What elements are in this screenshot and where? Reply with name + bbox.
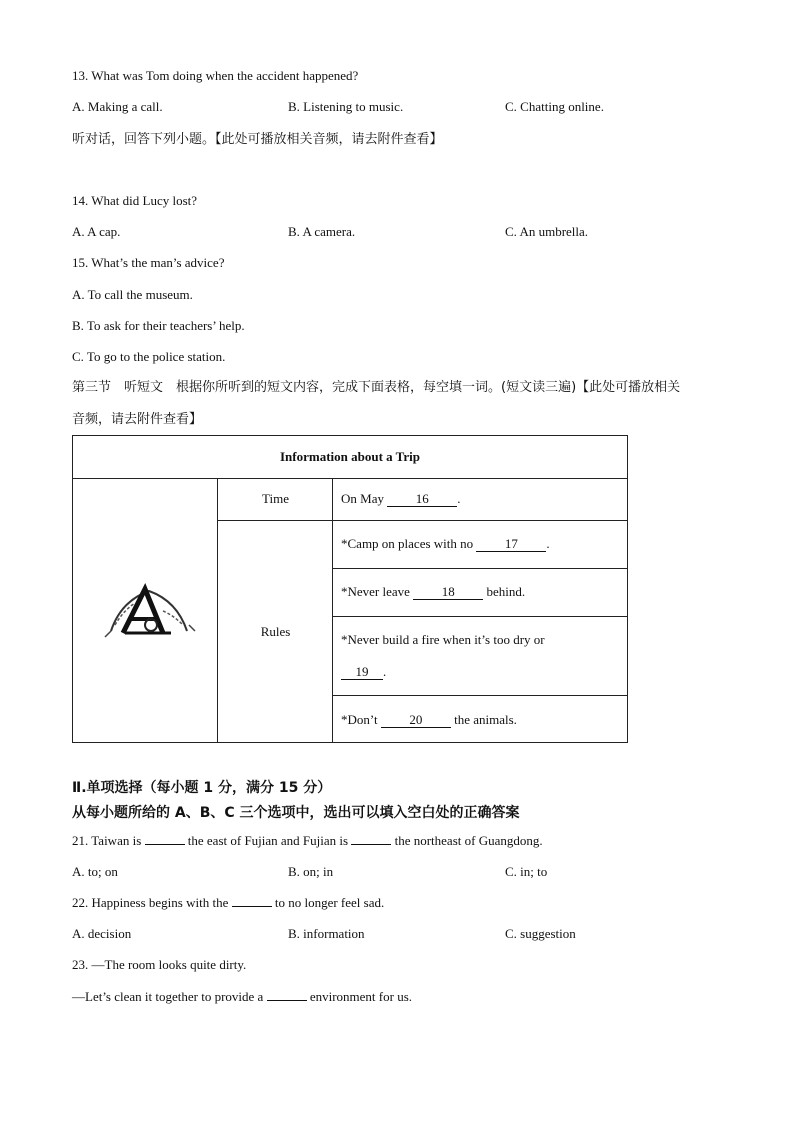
q13-option-c: C. Chatting online. xyxy=(505,99,604,114)
time-label: Time xyxy=(262,491,289,506)
q13-option-a: A. Making a call. xyxy=(72,99,163,114)
q13-stem: 13. What was Tom doing when the accident happened? xyxy=(72,68,359,83)
rule-3-line1: *Never build a fire when it’s too dry or xyxy=(341,632,545,647)
blank-16: 16 xyxy=(387,492,457,507)
part2-subheading: 从每小题所给的 A、B、C 三个选项中，选出可以填入空白处的正确答案 xyxy=(72,805,520,821)
q15-option-b: B. To ask for their teachers’ help. xyxy=(72,318,245,333)
q23-line2: —Let’s clean it together to provide a environment for us. xyxy=(72,989,412,1004)
q23-blank xyxy=(267,988,307,1001)
rules-label: Rules xyxy=(260,624,291,639)
q21-blank-1 xyxy=(145,832,185,845)
q22-option-c: C. suggestion xyxy=(505,926,576,941)
section3-instruction-line1: 第三节 听短文 根据你所听到的短文内容，完成下面表格，每空填一词。(短文读三遍)【此处可播放相关 xyxy=(72,380,681,395)
blank-20: 20 xyxy=(381,713,451,728)
part2-heading: Ⅱ.单项选择（每小题 1 分，满分 15 分） xyxy=(72,780,332,796)
trip-info-table xyxy=(72,435,628,743)
q22-stem: 22. Happiness begins with the to no longer feel sad. xyxy=(72,895,385,910)
rule-3-line2: 19 . xyxy=(341,664,386,680)
rule-2: *Never leave 18 behind. xyxy=(341,584,526,599)
rule-1: *Camp on places with no 17 . xyxy=(341,536,550,551)
q21-option-a: A. to; on xyxy=(72,864,118,879)
section3-instruction-line2: 音频，请去附件查看】 xyxy=(72,412,203,427)
q22-option-a: A. decision xyxy=(72,926,132,941)
q14-option-c: C. An umbrella. xyxy=(505,224,589,239)
time-value: On May 16 . xyxy=(341,491,461,506)
q13-option-b: B. Listening to music. xyxy=(288,99,404,114)
q21-option-c: C. in; to xyxy=(505,864,548,879)
q15-option-c: C. To go to the police station. xyxy=(72,349,226,364)
q21-blank-2 xyxy=(351,832,391,845)
rule-4: *Don’t 20 the animals. xyxy=(341,712,517,727)
q21-stem: 21. Taiwan is the east of Fujian and Fujian is the northeast of Guangdong. xyxy=(72,833,543,848)
q15-option-a: A. To call the museum. xyxy=(72,287,193,302)
listening-instruction: 听对话，回答下列小题。【此处可播放相关音频，请去附件查看】 xyxy=(72,132,443,147)
q23-line1: 23. —The room looks quite dirty. xyxy=(72,957,247,972)
q14-stem: 14. What did Lucy lost? xyxy=(72,193,198,208)
blank-17: 17 xyxy=(476,537,546,552)
blank-18: 18 xyxy=(413,585,483,600)
table-title: Information about a Trip xyxy=(279,449,420,464)
q14-option-b: B. A camera. xyxy=(288,224,356,239)
q14-option-a: A. A cap. xyxy=(72,224,121,239)
q22-blank xyxy=(232,894,272,907)
tent-icon xyxy=(101,581,197,651)
blank-19: 19 xyxy=(341,665,383,680)
q15-stem: 15. What’s the man’s advice? xyxy=(72,255,225,270)
q21-option-b: B. on; in xyxy=(288,864,334,879)
q22-option-b: B. information xyxy=(288,926,365,941)
